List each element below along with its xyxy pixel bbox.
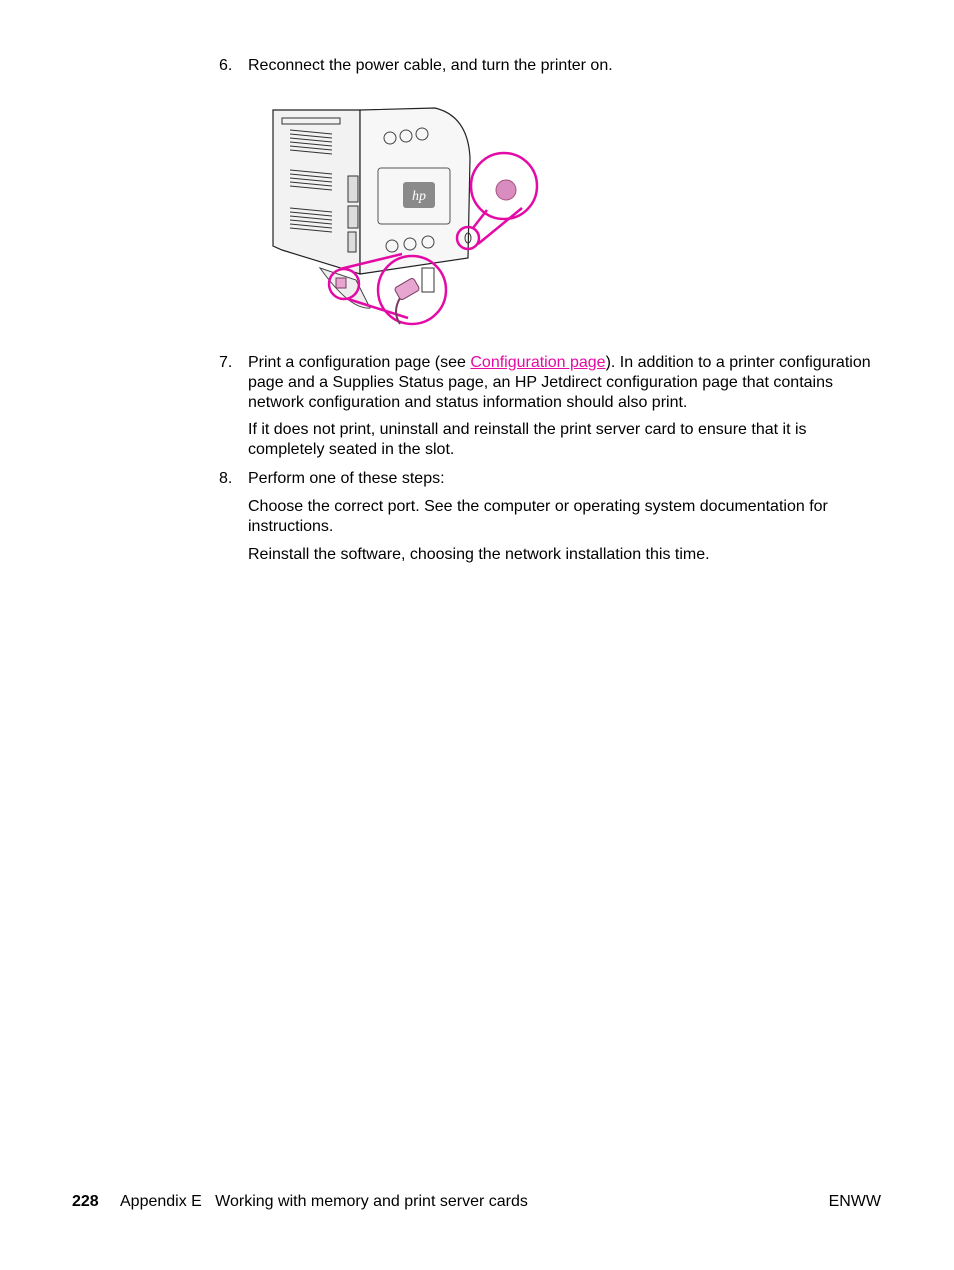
footer-chapter: Appendix E Working with memory and print server cards <box>120 1193 528 1210</box>
step-number: 7. <box>219 354 233 371</box>
hp-logo: hp <box>412 189 426 204</box>
step-number: 6. <box>219 57 233 74</box>
step-text: Perform one of these steps: <box>248 470 445 487</box>
step-8-option-1: Choose the correct port. See the computer or operating system documentation for instructions. <box>248 498 828 535</box>
configuration-page-link[interactable]: Configuration page <box>470 354 606 371</box>
step-text-before: Print a configuration page (see <box>248 354 471 371</box>
step-text-after: ). In addition to a printer configuration page and a Supplies Status page, an HP Jetdirect configuration page that contains network configuration and status information should also print. <box>248 354 871 411</box>
printer-illustration <box>260 98 550 330</box>
step-text <box>248 353 878 413</box>
step-text: Reconnect the power cable, and turn the printer on. <box>248 57 613 74</box>
page-number: 228 <box>72 1193 99 1210</box>
footer-right: ENWW <box>828 1193 881 1210</box>
step-number: 8. <box>219 470 233 487</box>
step-7-note: If it does not print, uninstall and reinstall the print server card to ensure that it is completely seated in the slot. <box>248 421 807 458</box>
step-8-option-2: Reinstall the software, choosing the network installation this time. <box>248 546 710 563</box>
